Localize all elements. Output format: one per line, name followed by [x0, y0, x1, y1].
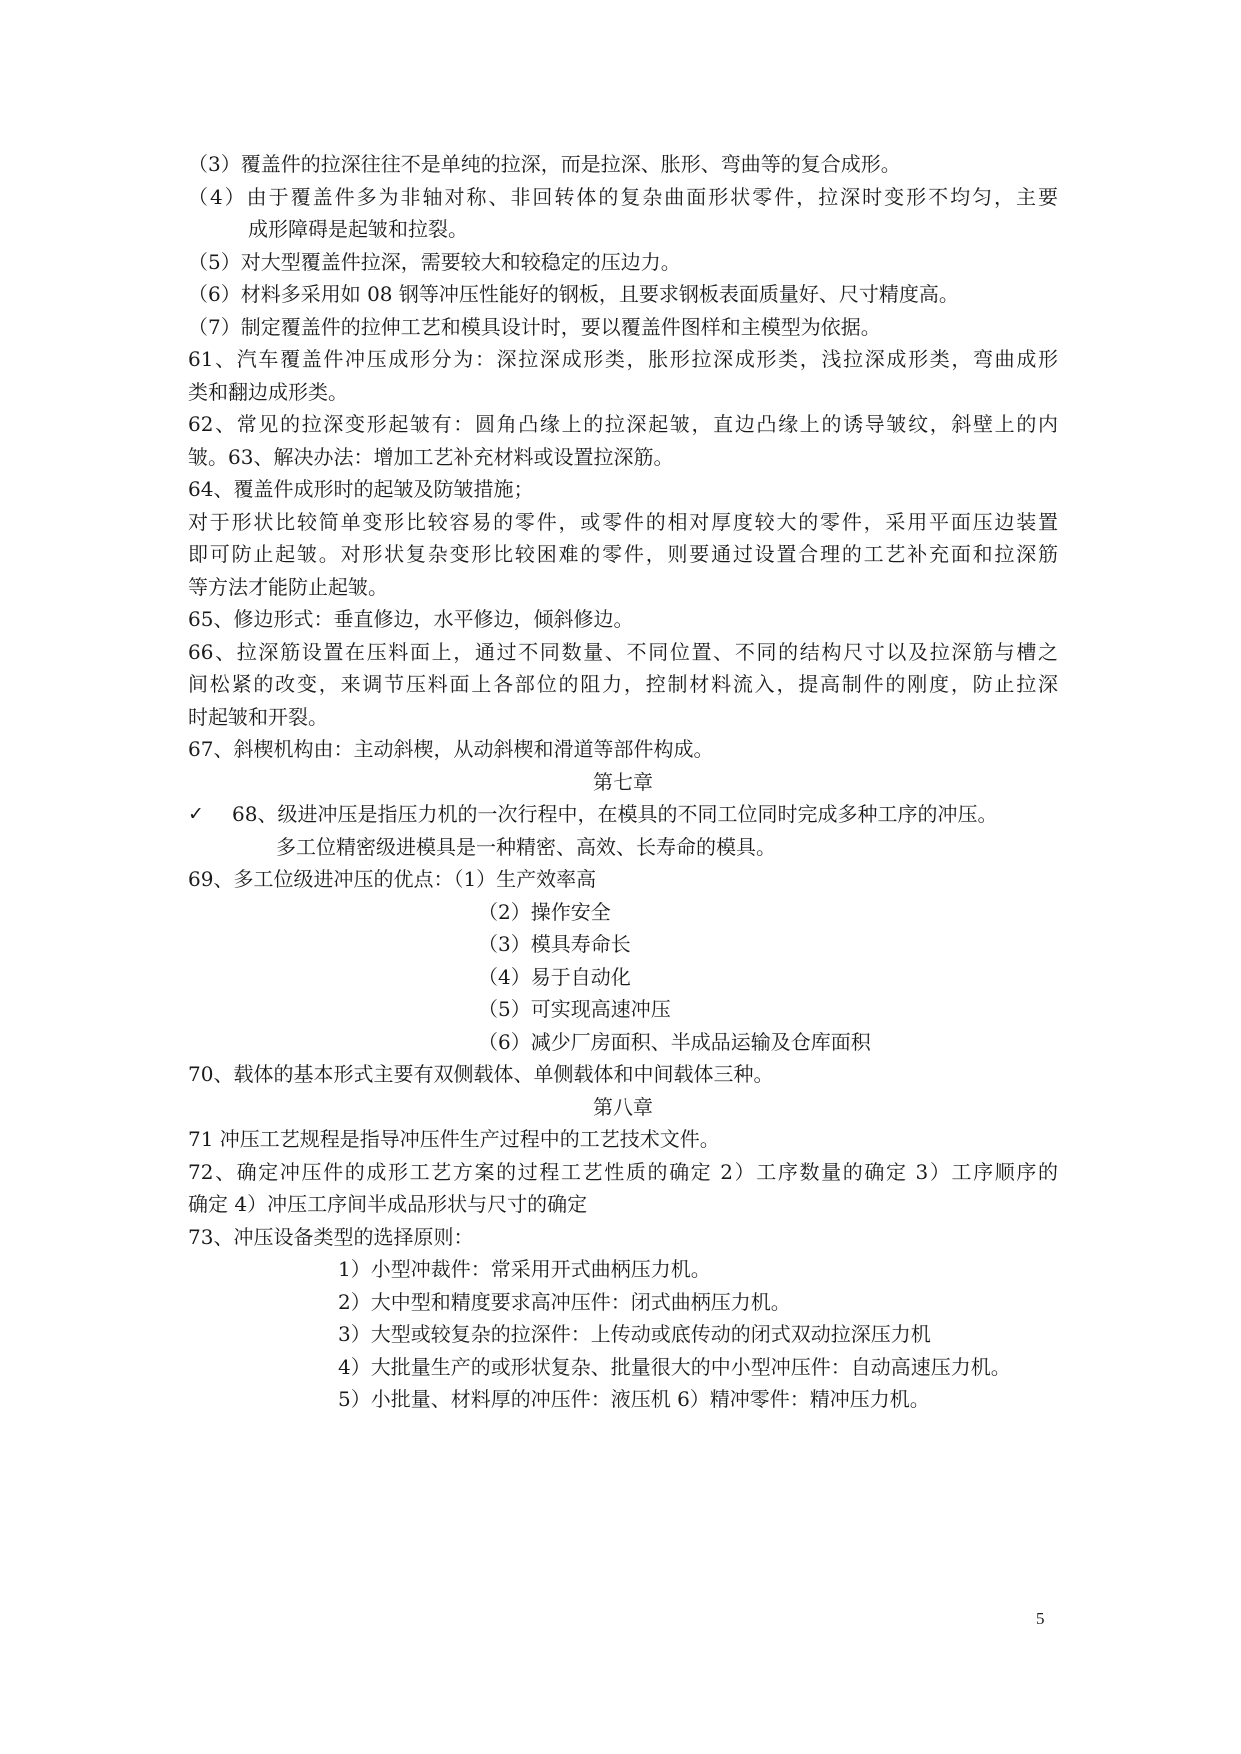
item-69-advantage-6: （6）减少厂房面积、半成品运输及仓库面积 — [478, 1029, 871, 1054]
item-64-body-3: 等方法才能防止起皱。 — [188, 574, 388, 599]
item-7: （7）制定覆盖件的拉伸工艺和模具设计时，要以覆盖件图样和主模型为依据。 — [188, 314, 881, 339]
item-73-rule-5-6: 5）小批量、材料厚的冲压件：液压机 6）精冲零件：精冲压力机。 — [338, 1387, 930, 1411]
item-67: 67、斜楔机构由：主动斜楔，从动斜楔和滑道等部件构成。 — [188, 737, 714, 761]
item-62: 62、常见的拉深变形起皱有：圆角凸缘上的拉深起皱，直边凸缘上的诱导皱纹，斜壁上的内 — [188, 412, 1058, 436]
item-69-advantage-5: （5）可实现高速冲压 — [478, 997, 671, 1021]
item-61: 61、汽车覆盖件冲压成形分为：深拉深成形类，胀形拉深成形类，浅拉深成形类，弯曲成形 — [188, 347, 1058, 371]
item-4: （4）由于覆盖件多为非轴对称、非回转体的复杂曲面形状零件，拉深时变形不均匀，主要 — [188, 184, 1058, 209]
item-68-row — [188, 798, 1058, 831]
item-6: （6）材料多采用如 08 钢等冲压性能好的钢板，且要求钢板表面质量好、尺寸精度高。 — [188, 282, 959, 306]
item-4-continued: 成形障碍是起皱和拉裂。 — [248, 217, 468, 241]
item-3: （3）覆盖件的拉深往往不是单纯的拉深，而是拉深、胀形、弯曲等的复合成形。 — [188, 152, 901, 176]
item-70: 70、载体的基本形式主要有双侧载体、单侧载体和中间载体三种。 — [188, 1062, 774, 1086]
item-61-continued: 类和翻边成形类。 — [188, 379, 348, 404]
page-body — [188, 148, 1058, 1416]
page-number: 5 — [1036, 1609, 1045, 1628]
item-69: 69、多工位级进冲压的优点：（1）生产效率高 — [188, 867, 597, 891]
item-65: 65、修边形式：垂直修边，水平修边，倾斜修边。 — [188, 607, 634, 631]
item-66-continued-1: 间松紧的改变，来调节压料面上各部位的阻力，控制材料流入，提高制件的刚度，防止拉深 — [188, 672, 1058, 696]
item-68: 68、级进冲压是指压力机的一次行程中，在模具的不同工位同时完成多种工序的冲压。 — [232, 802, 998, 826]
chapter-7-heading: 第七章 — [593, 769, 653, 794]
item-69-advantage-3: （3）模具寿命长 — [478, 932, 631, 956]
item-5: （5）对大型覆盖件拉深，需要较大和较稳定的压边力。 — [188, 249, 681, 274]
item-62-63: 皱。63、解决办法：增加工艺补充材料或设置拉深筋。 — [188, 444, 674, 469]
item-71: 71 冲压工艺规程是指导冲压件生产过程中的工艺技术文件。 — [188, 1127, 720, 1151]
item-73-rule-2: 2）大中型和精度要求高冲压件：闭式曲柄压力机。 — [338, 1289, 791, 1314]
item-73-rule-3: 3）大型或较复杂的拉深件：上传动或底传动的闭式双动拉深压力机 — [338, 1322, 931, 1346]
item-69-advantage-4: （4）易于自动化 — [478, 964, 631, 989]
item-72-continued: 确定 4）冲压工序间半成品形状与尺寸的确定 — [188, 1192, 588, 1216]
check-icon: ✓ — [188, 803, 204, 825]
item-72: 72、确定冲压件的成形工艺方案的过程工艺性质的确定 2）工序数量的确定 3）工序顺序的 — [188, 1159, 1058, 1184]
item-64-body-1: 对于形状比较简单变形比较容易的零件，或零件的相对厚度较大的零件，采用平面压边装置 — [188, 509, 1058, 534]
item-73-rule-1: 1）小型冲裁件：常采用开式曲柄压力机。 — [338, 1257, 711, 1281]
item-69-advantage-2: （2）操作安全 — [478, 899, 611, 924]
chapter-8-heading: 第八章 — [593, 1094, 653, 1119]
item-66: 66、拉深筋设置在压料面上，通过不同数量、不同位置、不同的结构尺寸以及拉深筋与槽之 — [188, 639, 1058, 664]
item-66-continued-2: 时起皱和开裂。 — [188, 704, 328, 729]
item-64-body-2: 即可防止起皱。对形状复杂变形比较困难的零件，则要通过设置合理的工艺补充面和拉深筋 — [188, 542, 1058, 566]
item-73: 73、冲压设备类型的选择原则： — [188, 1224, 474, 1249]
item-68-continued: 多工位精密级进模具是一种精密、高效、长寿命的模具。 — [276, 834, 776, 859]
item-73-rule-4: 4）大批量生产的或形状复杂、批量很大的中小型冲压件：自动高速压力机。 — [338, 1354, 1011, 1379]
item-64: 64、覆盖件成形时的起皱及防皱措施； — [188, 477, 534, 501]
